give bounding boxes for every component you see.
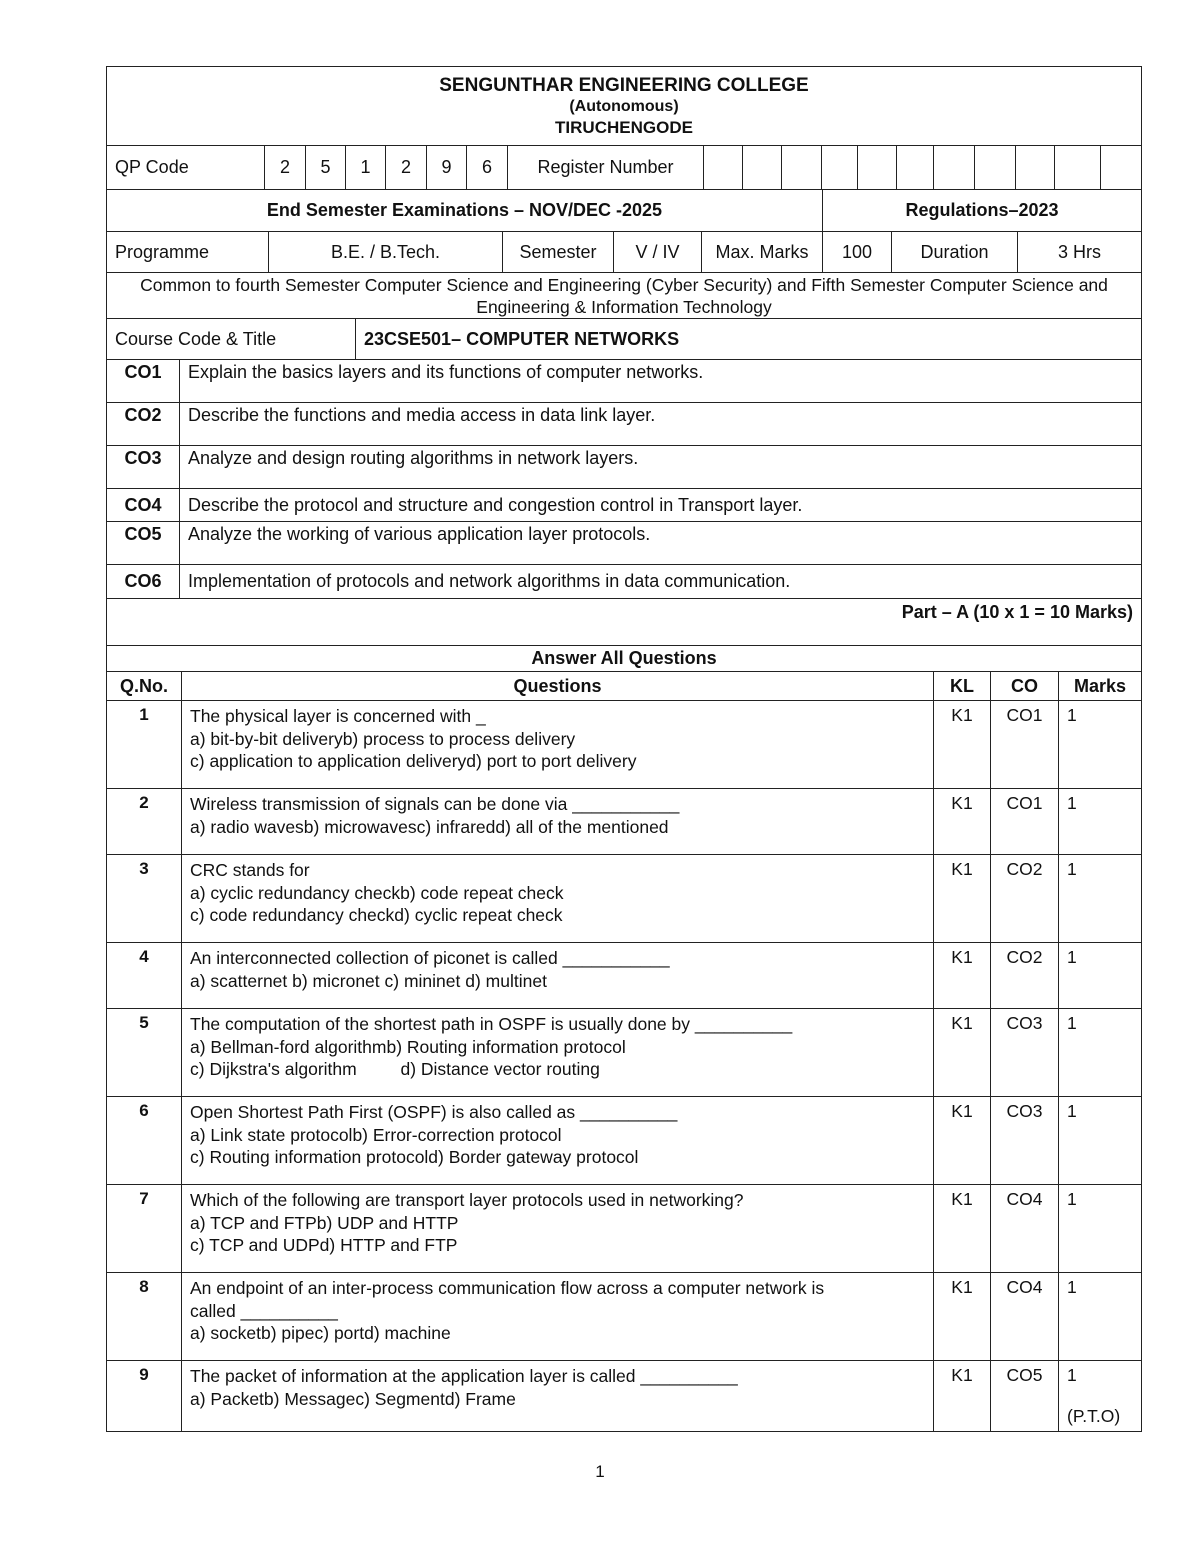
question-text: [182, 1361, 934, 1431]
question-line: a) TCP and FTPb) UDP and HTTP: [190, 1212, 459, 1233]
outcome-text: Implementation of protocols and network algorithms in data communication.: [188, 571, 791, 591]
qp-digit: 9: [427, 146, 467, 189]
common-to-row: [106, 273, 1142, 319]
question-line: a) radio wavesb) microwavesc) infraredd) all of the mentioned: [190, 816, 669, 837]
question-kl: K1: [934, 1009, 991, 1096]
col-co: CO: [991, 672, 1059, 700]
max-marks-value: 100: [823, 232, 892, 272]
pto-note: (P.T.O): [1067, 1406, 1121, 1426]
question-text: [182, 1009, 934, 1096]
question-co: CO3: [991, 1097, 1059, 1184]
question-line: The computation of the shortest path in OSPF is usually done by __________: [190, 1014, 793, 1034]
qp-digit: 5: [306, 146, 346, 189]
instruction-row: [106, 646, 1142, 672]
question-header-row: [106, 672, 1142, 701]
question-row: [106, 1273, 1142, 1361]
qp-digit: 6: [467, 146, 508, 189]
question-line: The physical layer is concerned with _: [190, 706, 486, 726]
qp-digit: 1: [346, 146, 386, 189]
max-marks-label: Max. Marks: [702, 232, 823, 272]
question-text: [182, 943, 934, 1008]
semester-label: Semester: [503, 232, 614, 272]
register-box[interactable]: [743, 146, 782, 189]
question-text: [182, 701, 934, 788]
semester-value: V / IV: [614, 232, 702, 272]
outcome-text: Analyze and design routing algorithms in network layers.: [188, 448, 639, 468]
question-number: 1: [107, 701, 182, 788]
answer-all-instruction: Answer All Questions: [531, 648, 717, 668]
question-text: [182, 855, 934, 942]
outcome-row: [106, 446, 1142, 489]
register-number-label: Register Number: [508, 146, 704, 189]
duration-label: Duration: [892, 232, 1018, 272]
outcome-code: CO2: [107, 403, 180, 445]
question-kl: K1: [934, 1361, 991, 1431]
outcome-row: [106, 403, 1142, 446]
question-line: a) Link state protocolb) Error-correction protocol: [190, 1124, 562, 1145]
part-a-title: Part – A (10 x 1 = 10 Marks): [901, 602, 1133, 622]
outcome-row: [106, 522, 1142, 565]
question-number: 4: [107, 943, 182, 1008]
question-kl: K1: [934, 1273, 991, 1360]
outcome-row: [106, 565, 1142, 599]
outcome-row: [106, 489, 1142, 522]
question-line: c) Routing information protocold) Border gateway protocol: [190, 1147, 639, 1167]
question-line: c) TCP and UDPd) HTTP and FTP: [190, 1235, 458, 1255]
course-title: 23CSE501– COMPUTER NETWORKS: [364, 328, 680, 349]
question-number: 7: [107, 1185, 182, 1272]
question-row: [106, 1097, 1142, 1185]
register-box[interactable]: [1101, 146, 1141, 189]
course-row: [106, 319, 1142, 360]
col-marks: Marks: [1073, 675, 1127, 696]
question-paper: [106, 66, 1142, 1432]
question-marks: [1059, 1273, 1141, 1360]
question-line: a) Packetb) Messagec) Segmentd) Frame: [190, 1388, 516, 1409]
question-row: [106, 1185, 1142, 1273]
question-line: An interconnected collection of piconet is called ___________: [190, 948, 670, 968]
outcome-code: CO1: [107, 360, 180, 402]
common-to-text: Common to fourth Semester Computer Science and Engineering (Cyber Security) and Fifth Semester Computer Science and Engineering & Information Technology: [140, 274, 1108, 317]
register-box[interactable]: [822, 146, 858, 189]
register-box[interactable]: [858, 146, 897, 189]
question-line: a) bit-by-bit deliveryb) process to process delivery: [190, 728, 576, 749]
marks-value: 1: [1067, 793, 1077, 813]
outcome-code: CO3: [107, 446, 180, 488]
question-line: Which of the following are transport layer protocols used in networking?: [190, 1190, 744, 1210]
part-a-row: [106, 599, 1142, 646]
outcome-code: CO6: [107, 565, 180, 598]
question-text: [182, 1273, 934, 1360]
qp-digit: 2: [386, 146, 427, 189]
question-line: a) scatternet b) micronet c) mininet d) multinet: [190, 970, 547, 991]
page-number: 1: [595, 1462, 605, 1481]
question-marks: [1059, 701, 1141, 788]
question-line: An endpoint of an inter-process communication flow across a computer network is: [190, 1278, 825, 1298]
outcome-text: Analyze the working of various application layer protocols.: [188, 524, 651, 544]
marks-value: 1: [1067, 1013, 1077, 1033]
qp-code-row: [106, 146, 1142, 190]
question-text: [182, 1185, 934, 1272]
regulations: Regulations–2023: [905, 200, 1059, 220]
question-co: CO4: [991, 1273, 1059, 1360]
question-marks: [1059, 855, 1141, 942]
marks-value: 1: [1067, 1189, 1077, 1209]
programme-row: [106, 232, 1142, 273]
duration-value: 3 Hrs: [1057, 241, 1101, 262]
col-kl: KL: [934, 672, 991, 700]
marks-value: 1: [1067, 705, 1077, 725]
question-marks: [1059, 789, 1141, 854]
question-co: CO5: [991, 1361, 1059, 1431]
col-questions: Questions: [182, 672, 934, 700]
question-number: 2: [107, 789, 182, 854]
register-box[interactable]: [934, 146, 975, 189]
question-row: [106, 1009, 1142, 1097]
outcome-text: Explain the basics layers and its functions of computer networks.: [188, 362, 704, 382]
question-marks: [1059, 1009, 1141, 1096]
question-row: [106, 943, 1142, 1009]
col-qno: Q.No.: [107, 672, 182, 700]
question-co: CO2: [991, 943, 1059, 1008]
question-co: CO1: [991, 789, 1059, 854]
register-box[interactable]: [1016, 146, 1055, 189]
question-line: CRC stands for: [190, 860, 310, 880]
question-marks: [1059, 943, 1141, 1008]
question-line: Wireless transmission of signals can be done via ___________: [190, 794, 680, 814]
college-header: [106, 66, 1142, 146]
question-co: CO3: [991, 1009, 1059, 1096]
question-number: 9: [107, 1361, 182, 1431]
outcome-row: [106, 360, 1142, 403]
register-box[interactable]: [897, 146, 934, 189]
exam-title: End Semester Examinations – NOV/DEC -2025: [107, 190, 823, 231]
question-row: [106, 1361, 1142, 1432]
question-line: a) cyclic redundancy checkb) code repeat check: [190, 882, 564, 903]
question-line: c) code redundancy checkd) cyclic repeat check: [190, 905, 563, 925]
question-kl: K1: [934, 855, 991, 942]
question-row: [106, 855, 1142, 943]
qp-code-label: QP Code: [107, 146, 265, 189]
question-number: 3: [107, 855, 182, 942]
question-marks: [1059, 1097, 1141, 1184]
question-text: [182, 1097, 934, 1184]
question-line: c) application to application deliveryd) port to port delivery: [190, 751, 637, 771]
question-number: 8: [107, 1273, 182, 1360]
question-co: CO2: [991, 855, 1059, 942]
question-co: CO4: [991, 1185, 1059, 1272]
outcome-text: Describe the protocol and structure and congestion control in Transport layer.: [188, 494, 803, 515]
question-kl: K1: [934, 789, 991, 854]
programme-value: B.E. / B.Tech.: [269, 232, 503, 272]
register-box[interactable]: [1055, 146, 1101, 189]
college-status: (Autonomous): [569, 98, 679, 115]
exam-title-row: [106, 190, 1142, 232]
question-number: 6: [107, 1097, 182, 1184]
marks-value: 1: [1067, 947, 1077, 967]
question-kl: K1: [934, 1185, 991, 1272]
question-number: 5: [107, 1009, 182, 1096]
question-line: The packet of information at the application layer is called __________: [190, 1366, 738, 1386]
question-text: [182, 789, 934, 854]
question-line: c) Dijkstra's algorithm d) Distance vector routing: [190, 1059, 600, 1079]
programme-label: Programme: [107, 232, 269, 272]
outcome-code: CO5: [107, 522, 180, 564]
register-box[interactable]: [975, 146, 1016, 189]
course-label: Course Code & Title: [107, 319, 356, 359]
question-line: Open Shortest Path First (OSPF) is also called as __________: [190, 1102, 678, 1122]
marks-value: 1: [1067, 1277, 1077, 1297]
question-kl: K1: [934, 943, 991, 1008]
marks-value: 1: [1067, 1101, 1077, 1121]
question-row: [106, 701, 1142, 789]
marks-value: 1: [1067, 859, 1077, 879]
college-name: SENGUNTHAR ENGINEERING COLLEGE: [439, 75, 809, 96]
question-marks: [1059, 1361, 1141, 1431]
college-place: TIRUCHENGODE: [555, 118, 693, 137]
question-line: a) Bellman-ford algorithmb) Routing information protocol: [190, 1036, 626, 1057]
register-box[interactable]: [782, 146, 822, 189]
question-row: [106, 789, 1142, 855]
question-kl: K1: [934, 1097, 991, 1184]
qp-digit: 2: [265, 146, 306, 189]
register-box[interactable]: [704, 146, 743, 189]
marks-value: 1: [1067, 1365, 1077, 1385]
question-marks: [1059, 1185, 1141, 1272]
outcome-text: Describe the functions and media access in data link layer.: [188, 405, 656, 425]
question-co: CO1: [991, 701, 1059, 788]
outcome-code: CO4: [107, 489, 180, 521]
question-kl: K1: [934, 701, 991, 788]
question-line: a) socketb) pipec) portd) machine: [190, 1323, 451, 1343]
question-line: called __________: [190, 1300, 338, 1321]
